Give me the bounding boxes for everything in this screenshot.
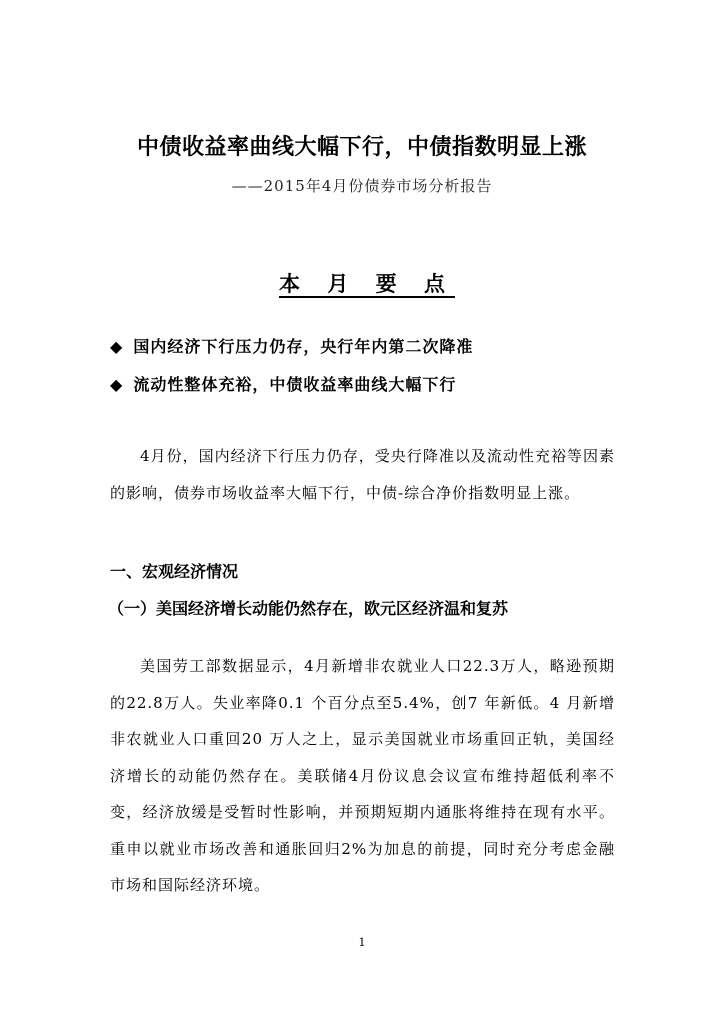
section-heading: 一、宏观经济情况 bbox=[110, 562, 239, 581]
key-point-item bbox=[110, 334, 473, 357]
key-point-text: 国内经济下行压力仍存，央行年内第二次降准 bbox=[133, 337, 474, 356]
subsection-paragraph: 美国劳工部数据显示，4月新增非农就业人口22.3万人，略逊预期的22.8万人。失业率降0.1 个百分点至5.4%，创7 年新低。4 月新增非农就业人口重回20 万人之上，显示美国就业市场重回正轨，美国经济增长的动能仍然存在。美联储4月份议息会议宣布维持超低利率不变，经济放缓是受暂时性影响，并预期短期内通胀将维持在现有水平。重申以就业市场改善和通胀回归2%为加息的前提，同时充分考虑金融市场和国际经济环境。 bbox=[110, 657, 615, 894]
report-title: 中债收益率曲线大幅下行，中债指数明显上涨 bbox=[136, 135, 587, 160]
diamond-bullet-icon: ◆ bbox=[110, 337, 124, 356]
key-point-text: 流动性整体充裕，中债收益率曲线大幅下行 bbox=[133, 375, 457, 394]
key-points-heading bbox=[0, 268, 724, 298]
key-points-heading-text: 本 月 要 点 bbox=[279, 272, 455, 296]
intro-paragraph: 4月份，国内经济下行压力仍存，受央行降准以及流动性充裕等因素的影响，债券市场收益率大幅下行，中债-综合净价指数明显上涨。 bbox=[110, 447, 615, 502]
key-point-item bbox=[110, 372, 456, 395]
subsection-heading: （一）美国经济增长动能仍然存在，欧元区经济温和复苏 bbox=[108, 599, 509, 618]
report-subtitle: ——2015年4月份债券市场分析报告 bbox=[231, 177, 493, 195]
diamond-bullet-icon: ◆ bbox=[110, 375, 124, 394]
page-number: 1 bbox=[358, 936, 366, 949]
